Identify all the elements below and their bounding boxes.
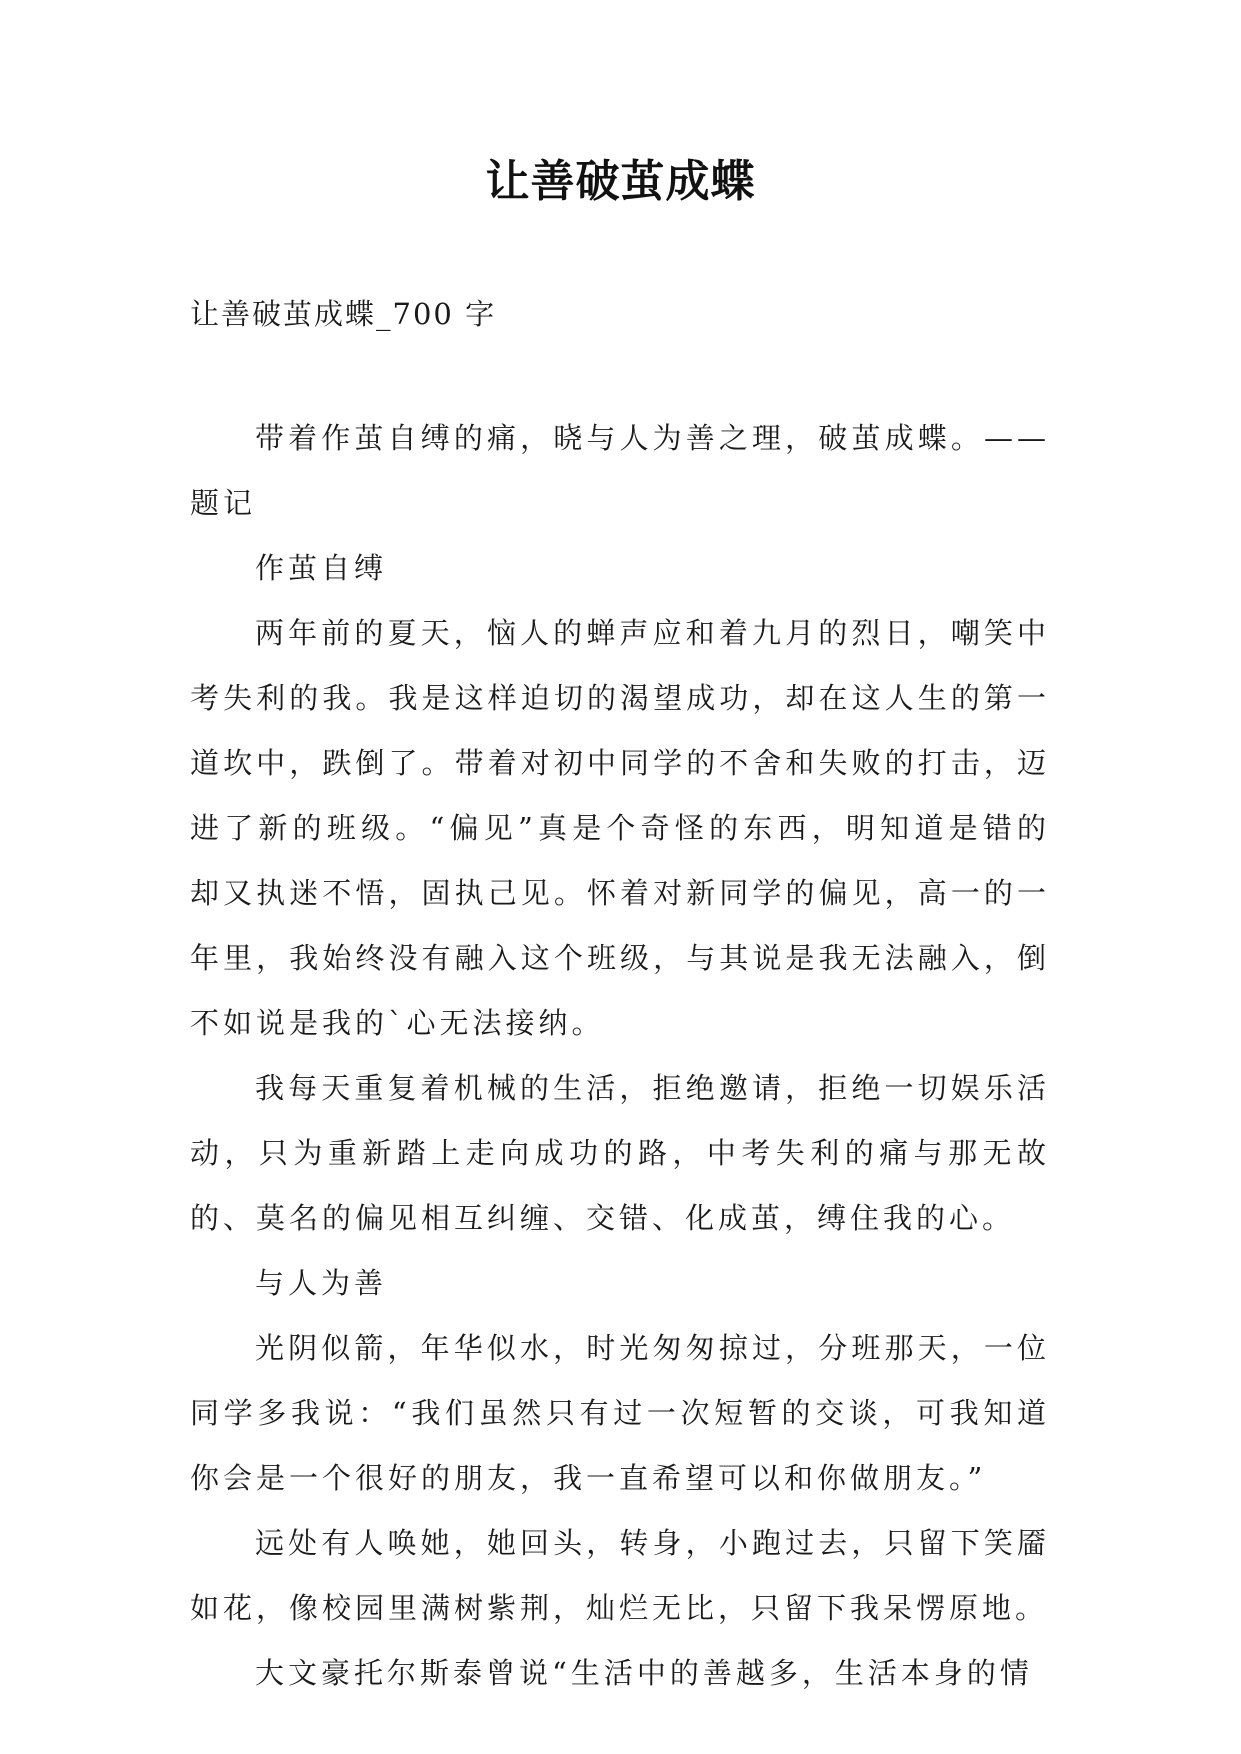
paragraph: 远处有人唤她，她回头，转身，小跑过去，只留下笑靥如花，像校园里满树紫荆，灿烂无比，只留下我呆愣原地。 xyxy=(190,1526,1050,1625)
document-title: 让善破茧成蝶 xyxy=(485,156,756,207)
paragraph-epigraph: 带着作茧自缚的痛，晓与人为善之理，破茧成蝶。——题记 xyxy=(190,421,1050,520)
paragraph: 大文豪托尔斯泰曾说“生活中的善越多，生活本身的情 xyxy=(255,1656,1033,1690)
paragraph: 光阴似箭，年华似水，时光匆匆掠过，分班那天，一位同学多我说：“我们虽然只有过一次短暂的交谈，可我知道你会是一个很好的朋友，我一直希望可以和你做朋友。” xyxy=(190,1331,1050,1495)
paragraph: 两年前的夏天，恼人的蝉声应和着九月的烈日，嘲笑中考失利的我。我是这样迫切的渴望成功，却在这人生的第一道坎中，跌倒了。带着对初中同学的不舍和失败的打击，迈进了新的班级。“偏见”真是个奇怪的东西，明知道是错的却又执迷不悟，固执己见。怀着对新同学的偏见，高一的一年里，我始终没有融入这个班级，与其说是我无法融入，倒不如说是我的`心无法接纳。 xyxy=(190,616,1050,1040)
document-body xyxy=(190,406,1050,1706)
paragraph: 我每天重复着机械的生活，拒绝邀请，拒绝一切娱乐活动，只为重新踏上走向成功的路，中考失利的痛与那无故的、莫名的偏见相互纠缠、交错、化成茧，缚住我的心。 xyxy=(190,1071,1050,1235)
section-heading: 作茧自缚 xyxy=(255,551,388,585)
section-heading: 与人为善 xyxy=(255,1266,388,1300)
document-subtitle: 让善破茧成蝶_700 字 xyxy=(190,297,497,331)
